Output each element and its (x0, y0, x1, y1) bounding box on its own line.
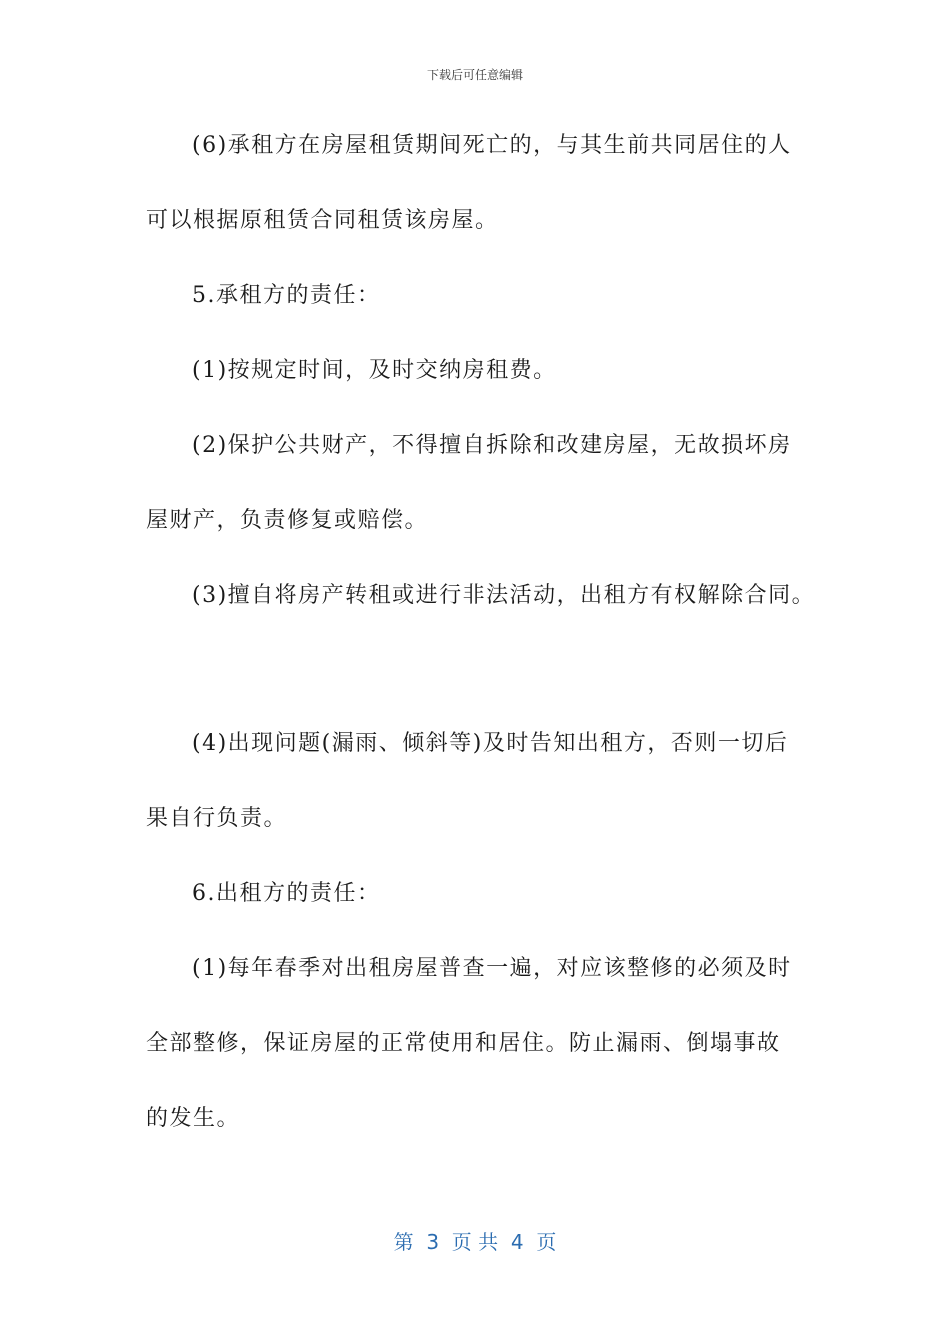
paragraph-line: (1)按规定时间，及时交纳房租费。 (192, 358, 557, 383)
paragraph-line: (1)每年春季对出租房屋普查一遍，对应该整修的必须及时 (192, 956, 792, 981)
section-heading: 5.承租方的责任： (192, 283, 381, 308)
page-number: 第 3 页 共 4 页 (393, 1230, 557, 1254)
paragraph-line: 屋财产，负责修复或赔偿。 (146, 508, 429, 533)
page-header-note: 下载后可任意编辑 (426, 68, 523, 82)
paragraph-line: (3)擅自将房产转租或进行非法活动，出租方有权解除合同。 (192, 583, 816, 608)
paragraph-line: 可以根据原租赁合同租赁该房屋。 (146, 208, 499, 233)
paragraph-line: 果自行负责。 (146, 806, 288, 831)
paragraph-line: (2)保护公共财产，不得擅自拆除和改建房屋，无故损坏房 (192, 433, 792, 458)
paragraph-line: 全部整修，保证房屋的正常使用和居住。防止漏雨、倒塌事故 (146, 1031, 781, 1056)
section-heading: 6.出租方的责任： (192, 881, 381, 906)
paragraph-line: (4)出现问题(漏雨、倾斜等)及时告知出租方，否则一切后 (192, 731, 789, 756)
paragraph-line: 的发生。 (146, 1106, 241, 1131)
paragraph-line: (6)承租方在房屋租赁期间死亡的，与其生前共同居住的人 (192, 133, 792, 158)
